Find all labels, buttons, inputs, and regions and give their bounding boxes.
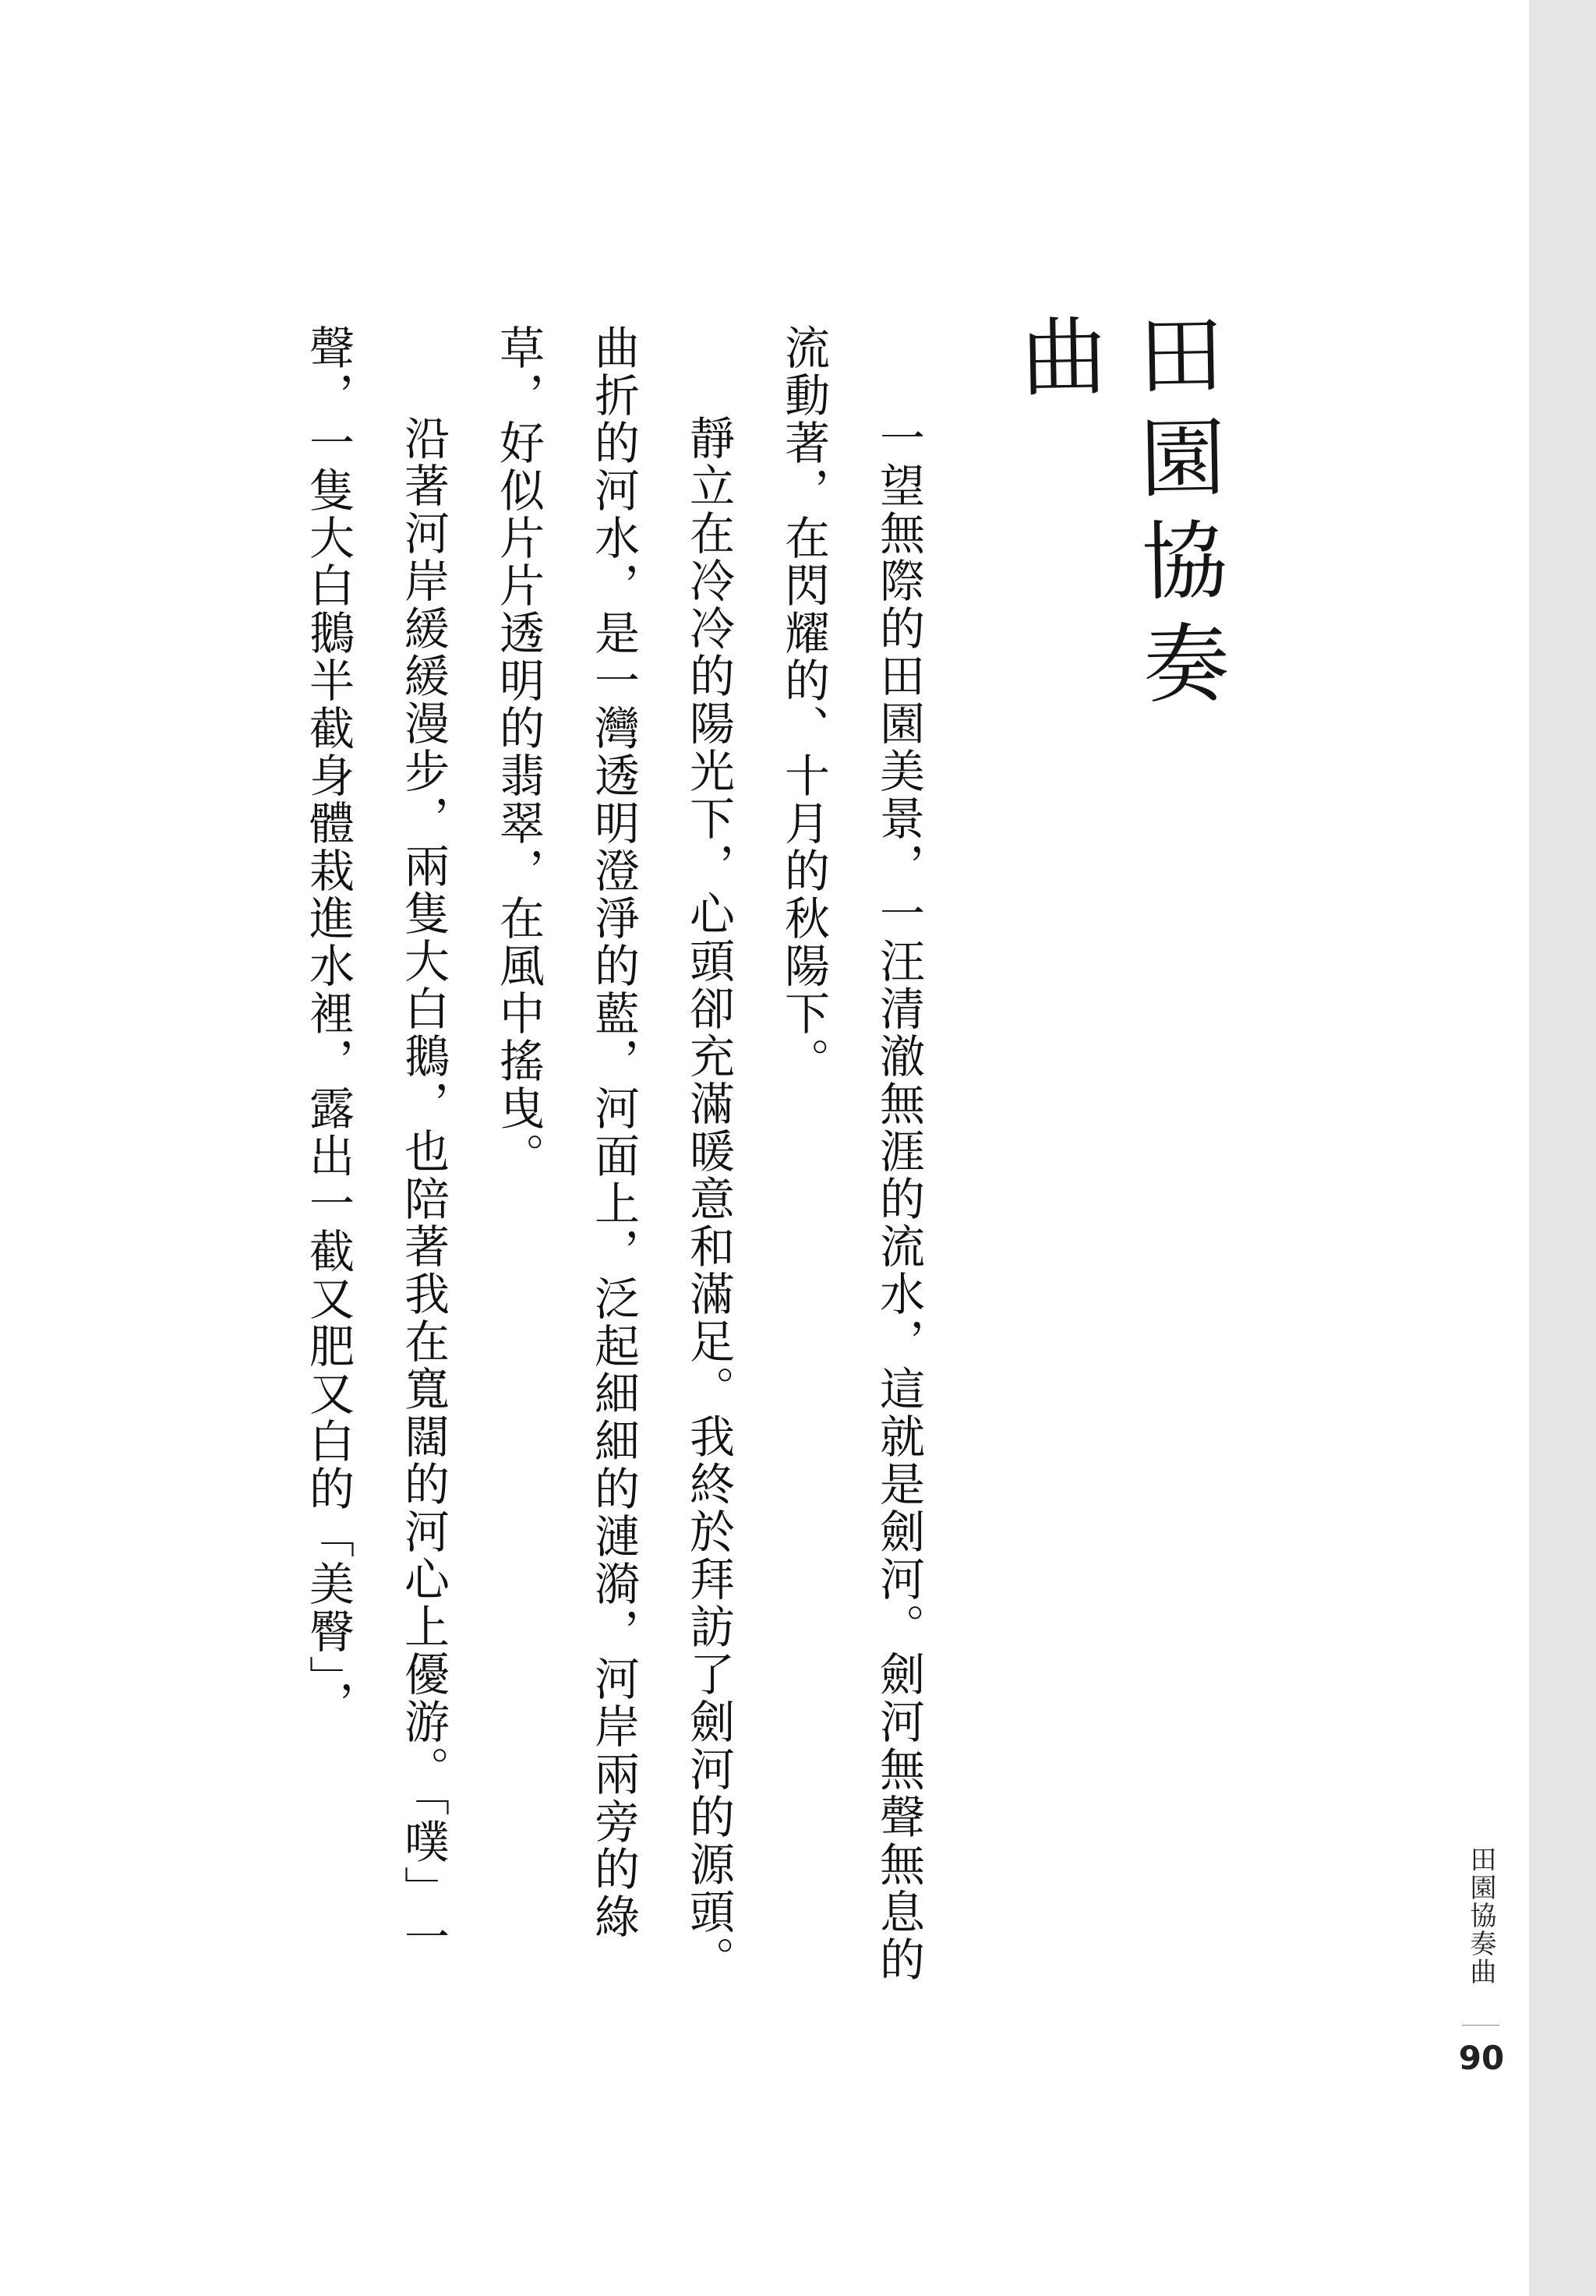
page-number: 90 (1458, 2039, 1505, 2077)
running-head: 田園協奏曲 (1465, 1846, 1496, 1986)
paragraph-3: 沿著河岸緩緩漫步，兩隻大白鵝，也陪著我在寬闊的河心上優游。「噗」一聲，一隻大白鵝半截身體栽進水裡，露出一截又肥又白的「美臀」， (302, 324, 450, 1961)
paragraph-1: 一望無際的田園美景，一汪清澈無涯的流水，這就是劍河。劍河無聲無息的流動著，在閃耀的、十月的秋陽下。 (777, 324, 925, 1983)
paragraph-2: 靜立在冷冷的陽光下，心頭卻充滿暖意和滿足。我終於拜訪了劍河的源頭。曲折的河水，是一灣透明澄淨的藍，河面上，泛起細細的漣漪，河岸兩旁的綠草，好似片片透明的翡翠，在風中搖曳。 (492, 324, 735, 1983)
body-text (281, 324, 946, 2000)
running-head-divider (1462, 2025, 1499, 2026)
chapter-title: 田園協奏曲 (1006, 309, 1231, 723)
page-side-strip (1529, 0, 1596, 2296)
